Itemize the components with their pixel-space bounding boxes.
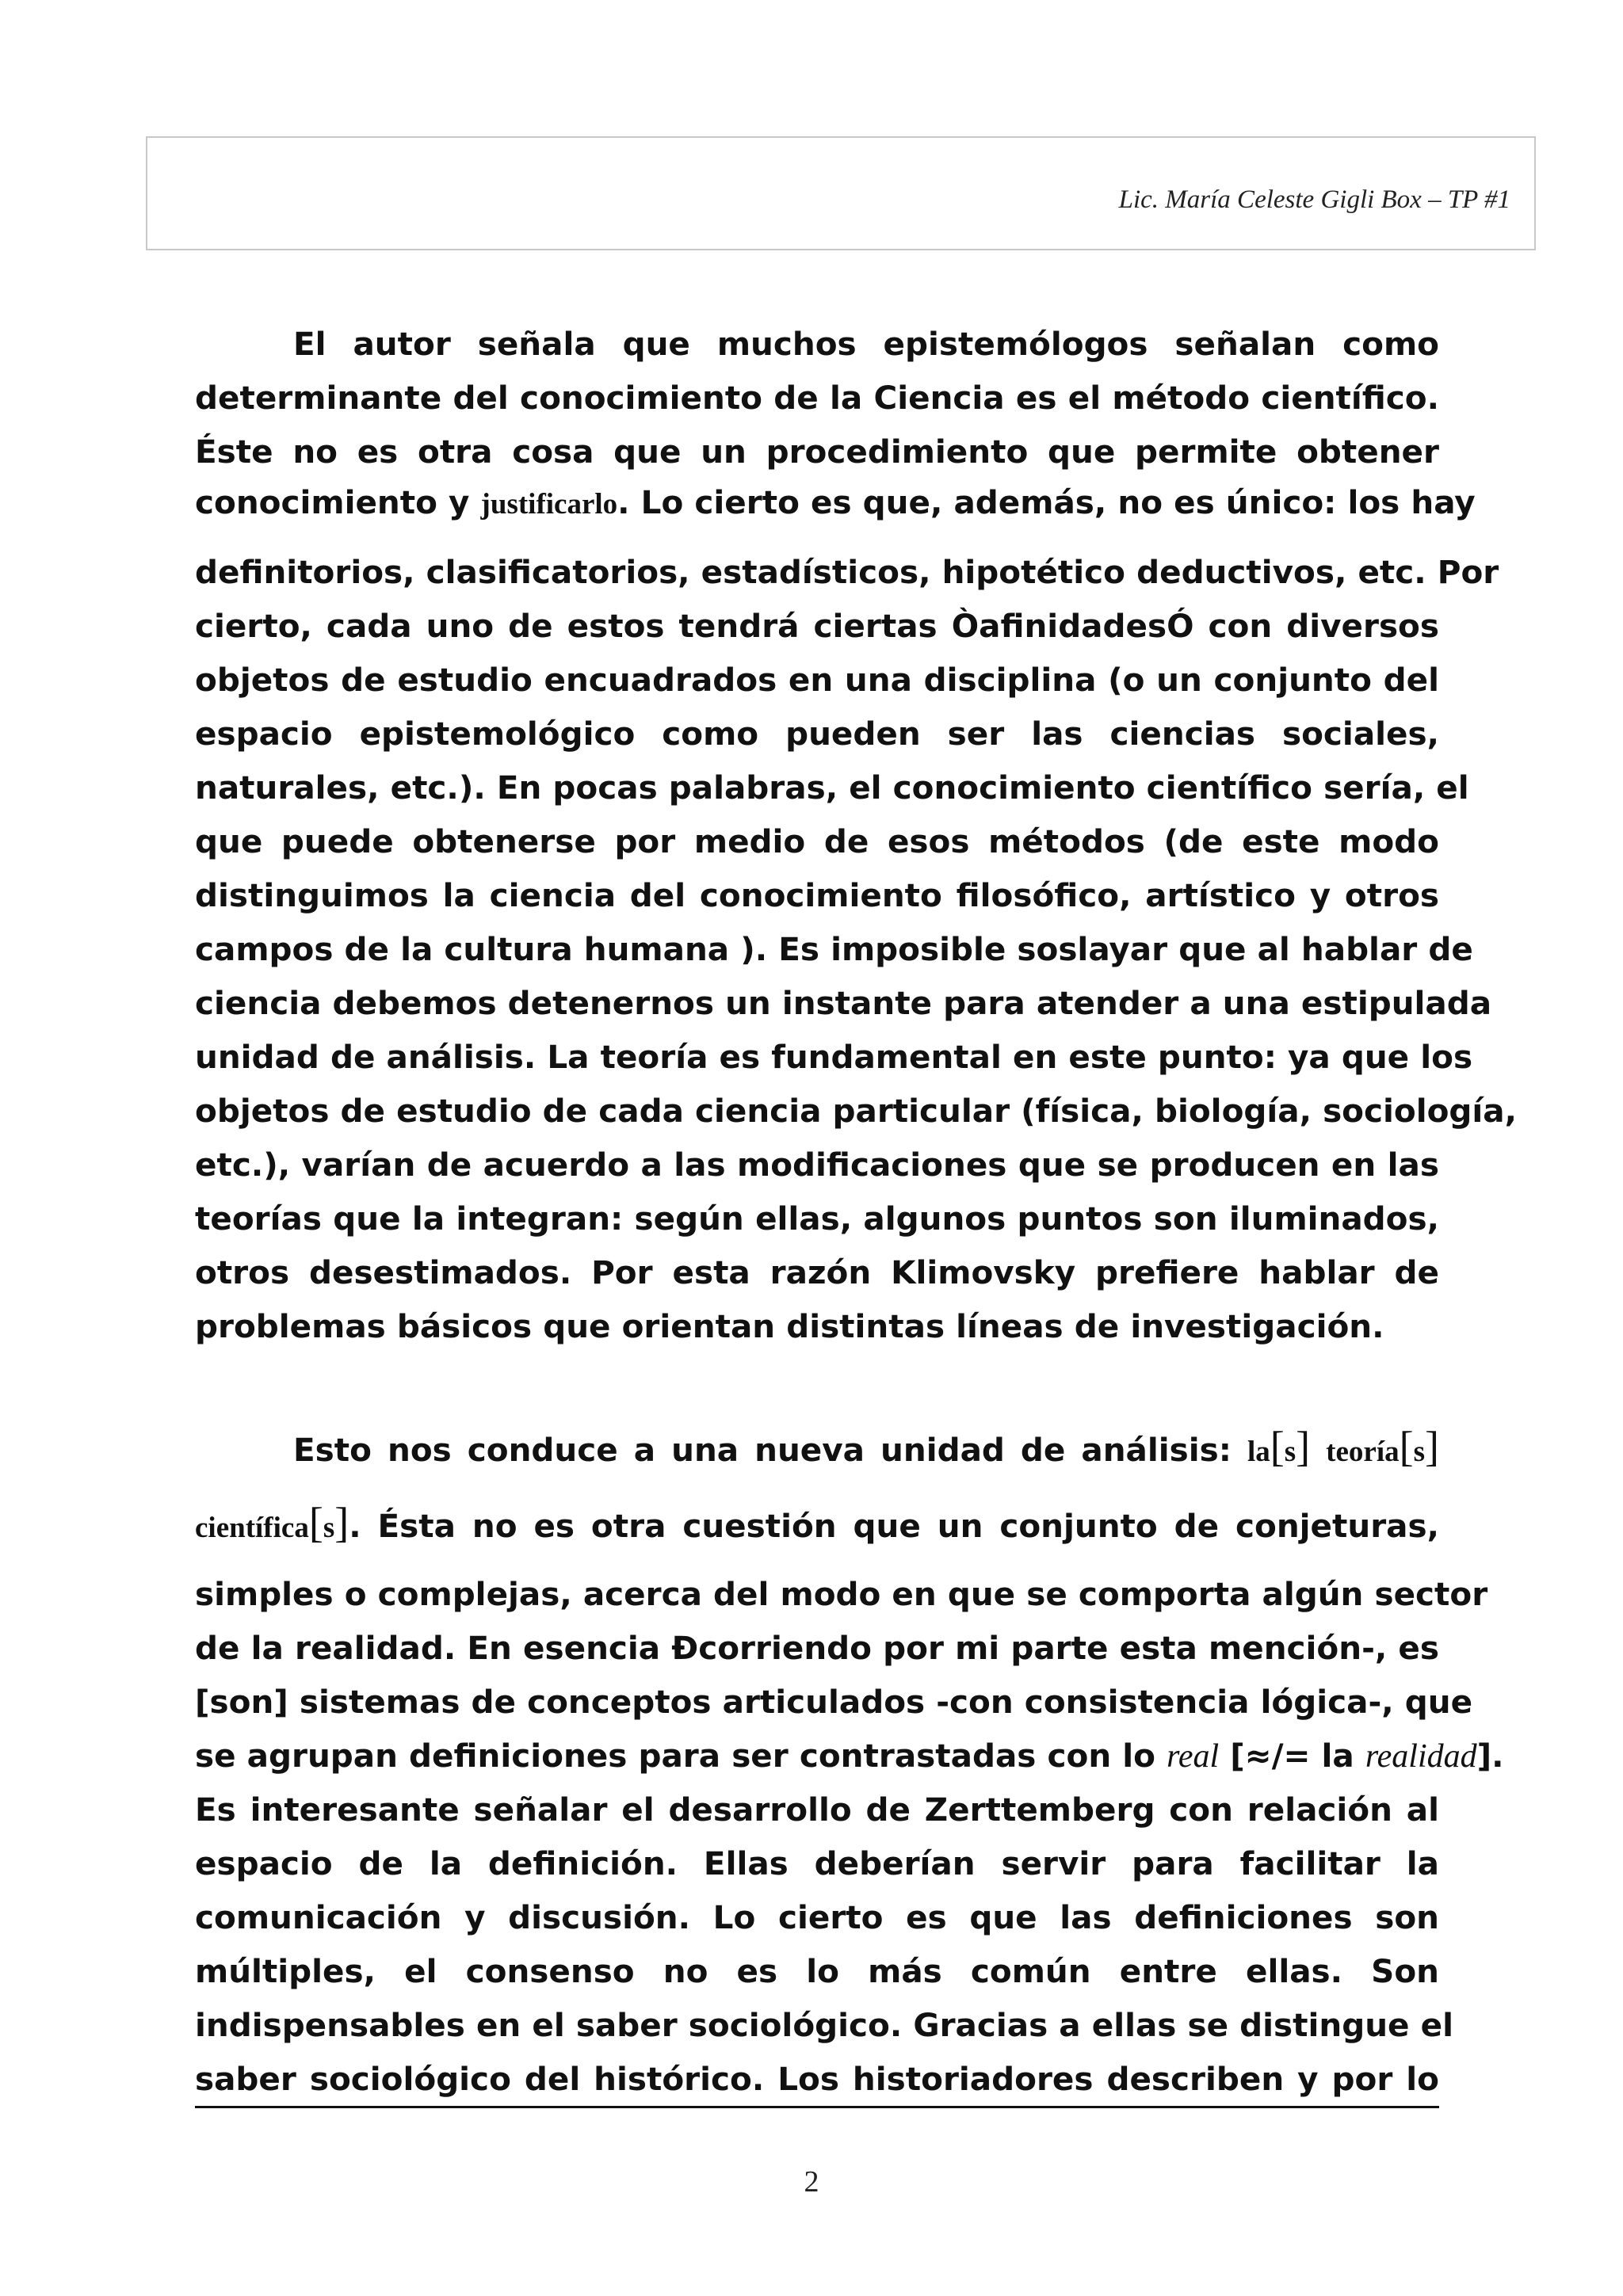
- paragraph-line: de la realidad. En esencia Ðcorriendo por mi parte esta mención-, es: [195, 1629, 1439, 1667]
- teoria-word: teoría: [1326, 1436, 1400, 1468]
- paragraph-line: Éste no es otra cosa que un procedimiento que permite obtener: [195, 433, 1439, 471]
- bracket-letter: s: [1413, 1436, 1426, 1468]
- paragraph-line: objetos de estudio de cada ciencia particular (física, biología, sociología,: [195, 1092, 1518, 1130]
- paragraph-line: distinguimos la ciencia del conocimiento filosófico, artístico y otros: [195, 876, 1439, 914]
- bracket-letter: s: [323, 1512, 335, 1544]
- bracket-close: ]: [1425, 1423, 1439, 1470]
- cientifica-word: científica: [195, 1512, 309, 1544]
- paragraph-line: indispensables en el saber sociológico. Gracias a ellas se distingue el: [195, 2006, 1453, 2044]
- paragraph-line: otros desestimados. Por esta razón Klimovsky prefiere hablar de: [195, 1253, 1439, 1291]
- paragraph-text: se agrupan definiciones para ser contrastadas con lo: [195, 1737, 1167, 1775]
- bracket-letter: s: [1284, 1436, 1296, 1468]
- paragraph-line: cierto, cada uno de estos tendrá ciertas ÒafinidadesÓ con diversos: [195, 607, 1439, 645]
- paragraph-line: múltiples, el consenso no es lo más común entre ellas. Son: [195, 1952, 1439, 1990]
- paragraph-line: definitorios, clasificatorios, estadísticos, hipotético deductivos, etc. Por: [195, 553, 1499, 591]
- paragraph-text: ].: [1476, 1737, 1504, 1775]
- paragraph-line: etc.), varían de acuerdo a las modificaciones que se producen en las: [195, 1146, 1439, 1184]
- paragraph-line: [son] sistemas de conceptos articulados -con consistencia lógica-, que: [195, 1683, 1473, 1721]
- la-word: la: [1247, 1436, 1270, 1468]
- paragraph-line: [195, 1415, 1439, 1491]
- paragraph-text: conocimiento y: [195, 483, 481, 521]
- paragraph-line: objetos de estudio encuadrados en una disciplina (o un conjunto del: [195, 661, 1439, 699]
- paragraph-text: . Lo cierto es que, además, no es único: los hay: [617, 483, 1476, 521]
- bracket-open: [: [1399, 1423, 1414, 1470]
- paragraph-line: campos de la cultura humana ). Es imposible soslayar que al hablar de: [195, 930, 1473, 968]
- paragraph-line: espacio epistemológico como pueden ser las ciencias sociales,: [195, 715, 1439, 753]
- real-word: real: [1167, 1738, 1220, 1775]
- paragraph-line: determinante del conocimiento de la Ciencia es el método científico.: [195, 379, 1439, 417]
- paragraph-line-underlined: saber sociológico del histórico. Los historiadores describen y por lo: [195, 2052, 1439, 2108]
- paragraph-line: problemas básicos que orientan distintas líneas de investigación.: [195, 1307, 1384, 1345]
- paragraph-line: [195, 1729, 1504, 1783]
- paragraph-line: espacio de la definición. Ellas deberían servir para facilitar la: [195, 1844, 1439, 1882]
- paragraph-line: [195, 1491, 1439, 1567]
- justificarlo-word: justificarlo: [480, 488, 618, 521]
- paragraph-1: [195, 317, 1518, 1353]
- paragraph-line: simples o complejas, acerca del modo en que se comporta algún sector: [195, 1575, 1488, 1613]
- realidad-word: realidad: [1365, 1738, 1477, 1775]
- bracket-close: ]: [1296, 1423, 1311, 1470]
- paragraph-line: Es interesante señalar el desarrollo de Zerttemberg con relación al: [195, 1791, 1439, 1829]
- paragraph-text: [≈/= la: [1219, 1737, 1365, 1775]
- paragraph-line: ciencia debemos detenernos un instante para atender a una estipulada: [195, 984, 1492, 1022]
- paragraph-line: que puede obtenerse por medio de esos métodos (de este modo: [195, 822, 1439, 860]
- paragraph-text: Esto nos conduce a una nueva unidad de análisis:: [293, 1431, 1232, 1469]
- bracket-close: ]: [334, 1499, 349, 1547]
- paragraph-line: [195, 479, 1476, 545]
- paragraph-2: [195, 1415, 1504, 2108]
- page-number: 2: [804, 2165, 819, 2199]
- bracket-open: [: [308, 1499, 323, 1547]
- paragraph-line: unidad de análisis. La teoría es fundamental en este punto: ya que los: [195, 1038, 1473, 1076]
- bracket-open: [: [1270, 1423, 1285, 1470]
- paragraph-line: comunicación y discusión. Lo cierto es que las definiciones son: [195, 1898, 1439, 1936]
- paragraph-line: naturales, etc.). En pocas palabras, el conocimiento científico sería, el: [195, 769, 1469, 807]
- paragraph-text: . Ésta no es otra cuestión que un conjunto de conjeturas,: [349, 1507, 1439, 1545]
- paragraph-line: teorías que la integran: según ellas, algunos puntos son iluminados,: [195, 1199, 1439, 1238]
- page-header: [146, 136, 1536, 250]
- header-author-text: Lic. María Celeste Gigli Box – TP #1: [1118, 185, 1510, 214]
- paragraph-line: El autor señala que muchos epistemólogos señalan como: [293, 325, 1439, 363]
